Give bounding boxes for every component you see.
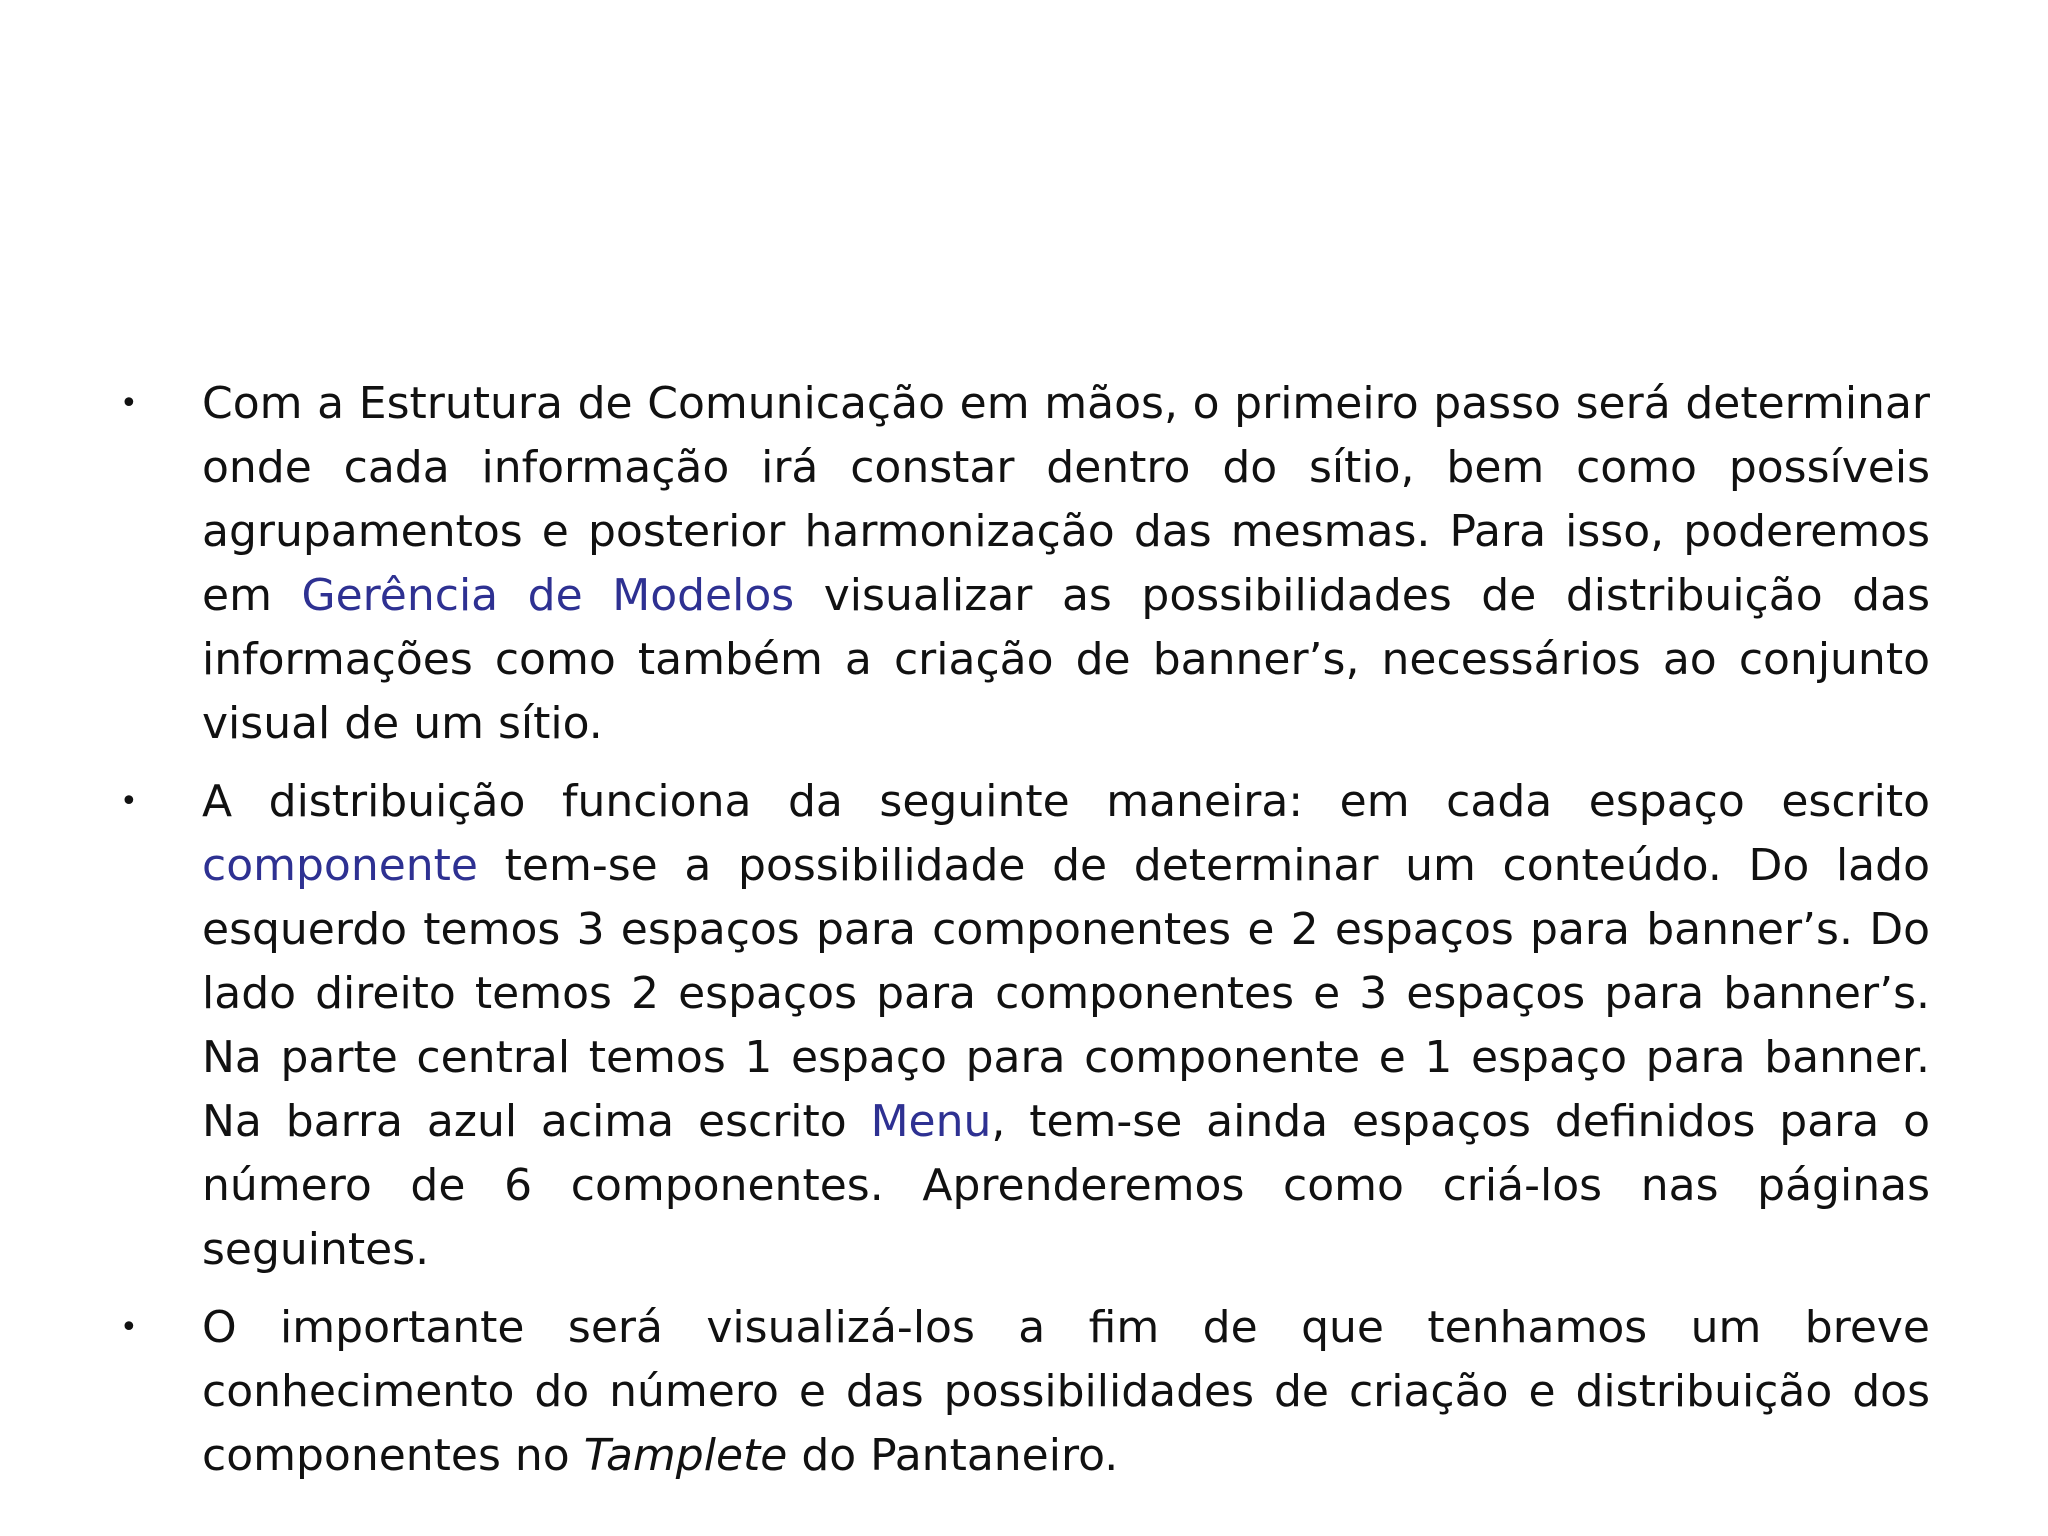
text-run: A distribuição funciona da seguinte maneira: em cada espaço escrito bbox=[202, 776, 1930, 827]
bullet-icon: • bbox=[120, 386, 138, 421]
text-run: O importante será visualizá-los a fim de que tenhamos um breve conhecimento do número e das possibilidades de criação e distribuição dos componentes no bbox=[202, 1302, 1930, 1481]
bullet-item-1 bbox=[120, 372, 1930, 756]
bullet-list bbox=[120, 372, 1930, 1502]
text-run: tem-se a possibilidade de determinar um conteúdo. Do lado esquerdo temos 3 espaços para componentes e 2 espaços para banner’s. Do lado direito temos 2 espaços para componentes e 3 espaços para banner’s. Na parte central temos 1 espaço para componente e 1 espaço para banner. Na barra azul acima escrito bbox=[202, 840, 1930, 1147]
bullet-icon: • bbox=[120, 1310, 138, 1345]
italic-term-tamplete: Tamplete bbox=[583, 1430, 788, 1481]
highlight-term-gerencia-de-modelos: Gerência de Modelos bbox=[301, 570, 795, 621]
text-run: , tem-se ainda espaços definidos para o número de 6 componentes. Aprenderemos como criá-los nas páginas seguintes. bbox=[202, 1096, 1931, 1275]
bullet-icon: • bbox=[120, 784, 138, 819]
text-run: Com a Estrutura de Comunicação em mãos, o primeiro passo será determinar onde cada informação irá constar dentro do sítio, bem como possíveis agrupamentos e posterior harmonização das mesmas. Para isso, poderemos em bbox=[202, 378, 1930, 621]
text-run: do Pantaneiro. bbox=[787, 1430, 1119, 1481]
bullet-item-2 bbox=[120, 770, 1930, 1282]
bullet-item-3 bbox=[120, 1296, 1930, 1488]
highlight-term-componente: componente bbox=[202, 840, 478, 891]
bullet-text bbox=[202, 770, 1930, 1282]
text-run: visualizar as possibilidades de distribuição das informações como também a criação de banner’s, necessários ao conjunto visual de um sítio. bbox=[202, 570, 1930, 749]
bullet-text bbox=[202, 1296, 1930, 1488]
bullet-text bbox=[202, 372, 1930, 756]
highlight-term-menu: Menu bbox=[870, 1096, 992, 1147]
